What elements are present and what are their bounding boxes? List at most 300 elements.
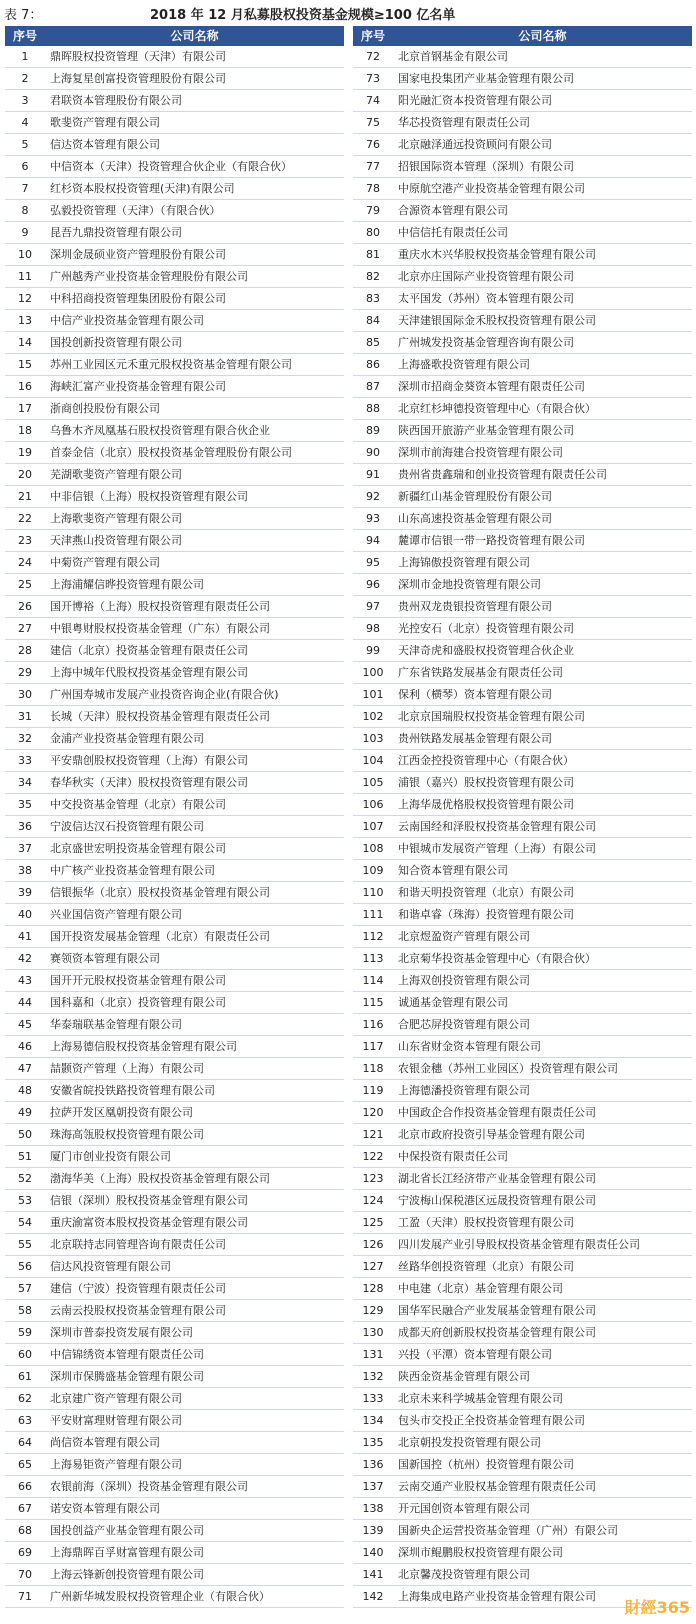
row-company-name: 上海易钜资产管理有限公司 [50, 1458, 182, 1471]
row-rank: 46 [18, 1040, 32, 1053]
row-rank: 63 [18, 1414, 32, 1427]
row-company-name: 尚信资本管理有限公司 [50, 1436, 160, 1449]
row-rank: 27 [18, 622, 32, 635]
table-row [353, 1080, 692, 1102]
row-rank: 16 [18, 380, 32, 393]
table-row [5, 46, 344, 68]
row-company-name: 中银粤财股权投资基金管理（广东）有限公司 [50, 622, 270, 635]
row-rank: 11 [18, 270, 32, 283]
row-company-name: 合肥芯屏投资管理有限公司 [398, 1018, 530, 1031]
row-rank: 122 [362, 1150, 384, 1163]
row-rank: 61 [18, 1370, 32, 1383]
row-rank: 15 [18, 358, 32, 371]
row-rank: 88 [366, 402, 380, 415]
row-company-name: 喆颢资产管理（上海）有限公司 [50, 1062, 204, 1075]
table-row [5, 948, 344, 970]
row-company-name: 乌鲁木齐凤凰基石股权投资管理有限合伙企业 [50, 424, 270, 437]
row-rank: 44 [18, 996, 32, 1009]
row-rank: 65 [18, 1458, 32, 1471]
row-company-name: 广东省铁路发展基金有限责任公司 [398, 666, 563, 679]
row-company-name: 山东省财金资本管理有限公司 [398, 1040, 541, 1053]
row-company-name: 春华秋实（天津）股权投资管理有限公司 [50, 776, 248, 789]
table-row [353, 640, 692, 662]
row-company-name: 宁波信达汉石投资管理有限公司 [50, 820, 204, 833]
table-row [5, 1168, 344, 1190]
row-company-name: 天津奇虎和盛股权投资管理合伙企业 [398, 644, 574, 657]
row-rank: 34 [18, 776, 32, 789]
table-row [5, 288, 344, 310]
table-row [353, 46, 692, 68]
row-company-name: 国新国控（杭州）投资管理有限公司 [398, 1458, 574, 1471]
row-rank: 80 [366, 226, 380, 239]
row-company-name: 浙商创投股份有限公司 [50, 402, 160, 415]
table-row [353, 1014, 692, 1036]
row-rank: 66 [18, 1480, 32, 1493]
row-rank: 60 [18, 1348, 32, 1361]
row-rank: 52 [18, 1172, 32, 1185]
row-company-name: 歌斐资产管理有限公司 [50, 116, 160, 129]
row-company-name: 诺安资本管理有限公司 [50, 1502, 160, 1515]
row-rank: 75 [366, 116, 380, 129]
row-rank: 54 [18, 1216, 32, 1229]
table-row [5, 442, 344, 464]
row-company-name: 太平国发（苏州）资本管理有限公司 [398, 292, 574, 305]
row-company-name: 鼎晖股权投资管理（天津）有限公司 [50, 50, 226, 63]
row-company-name: 中科招商投资管理集团股份有限公司 [50, 292, 226, 305]
row-rank: 129 [362, 1304, 384, 1317]
row-rank: 124 [362, 1194, 384, 1207]
row-rank: 40 [18, 908, 32, 921]
row-company-name: 建信（北京）投资基金管理有限责任公司 [50, 644, 248, 657]
row-company-name: 兴投（平潭）资本管理有限公司 [398, 1348, 552, 1361]
table-row [353, 1300, 692, 1322]
table-row [353, 926, 692, 948]
table-row [353, 486, 692, 508]
row-company-name: 招银国际资本管理（深圳）有限公司 [398, 160, 574, 173]
row-company-name: 上海锦傲投资管理有限公司 [398, 556, 530, 569]
row-company-name: 北京红杉坤德投资管理中心（有限合伙） [398, 402, 596, 415]
table-row [5, 332, 344, 354]
row-rank: 141 [362, 1568, 384, 1581]
row-rank: 26 [18, 600, 32, 613]
row-company-name: 北京未来科学城基金管理有限公司 [398, 1392, 563, 1405]
row-company-name: 和谐天明投资管理（北京）有限公司 [398, 886, 574, 899]
row-rank: 103 [362, 732, 384, 745]
table-row [5, 222, 344, 244]
row-rank: 23 [18, 534, 32, 547]
row-rank: 102 [362, 710, 384, 723]
table-row [353, 1036, 692, 1058]
row-company-name: 贵州铁路发展基金管理有限公司 [398, 732, 552, 745]
row-company-name: 天津建银国际金禾股权投资管理有限公司 [398, 314, 596, 327]
row-company-name: 信达资本管理有限公司 [50, 138, 160, 151]
table-row [353, 1256, 692, 1278]
table-row [5, 926, 344, 948]
right-table [353, 26, 692, 1608]
row-rank: 117 [362, 1040, 384, 1053]
row-company-name: 深圳市金地投资管理有限公司 [398, 578, 541, 591]
table-header [5, 26, 344, 46]
row-company-name: 海峡汇富产业投资基金管理有限公司 [50, 380, 226, 393]
row-company-name: 弘毅投资管理（天津）（有限合伙） [50, 204, 221, 217]
row-rank: 138 [362, 1502, 384, 1515]
left-rows [5, 46, 344, 1608]
table-row [5, 134, 344, 156]
row-rank: 31 [18, 710, 32, 723]
table-row [353, 222, 692, 244]
row-rank: 79 [366, 204, 380, 217]
table-row [5, 1080, 344, 1102]
row-company-name: 国华军民融合产业发展基金管理有限公司 [398, 1304, 596, 1317]
row-rank: 3 [21, 94, 29, 107]
table-row [5, 1124, 344, 1146]
table-row [5, 750, 344, 772]
table-row [5, 706, 344, 728]
table-row [5, 1388, 344, 1410]
row-company-name: 中电建（北京）基金管理有限公司 [398, 1282, 563, 1295]
row-rank: 5 [21, 138, 29, 151]
row-rank: 14 [18, 336, 32, 349]
table-row [5, 376, 344, 398]
row-company-name: 陕西金资基金管理有限公司 [398, 1370, 530, 1383]
title-bar [0, 0, 696, 24]
table-row [353, 288, 692, 310]
row-rank: 58 [18, 1304, 32, 1317]
table-row [353, 156, 692, 178]
row-rank: 139 [362, 1524, 384, 1537]
row-rank: 50 [18, 1128, 32, 1141]
table-row [353, 1234, 692, 1256]
table-row [5, 574, 344, 596]
table-row [5, 640, 344, 662]
row-company-name: 上海云锋新创投资管理有限公司 [50, 1568, 204, 1581]
table-row [5, 1564, 344, 1586]
table-row [353, 112, 692, 134]
row-company-name: 苏州工业园区元禾重元股权投资基金管理有限公司 [50, 358, 292, 371]
row-rank: 104 [362, 754, 384, 767]
row-company-name: 北京建广资产管理有限公司 [50, 1392, 182, 1405]
row-rank: 73 [366, 72, 380, 85]
table-row [353, 464, 692, 486]
row-company-name: 深圳市前海建合投资管理有限公司 [398, 446, 563, 459]
row-company-name: 深圳金晟硕业资产管理股份有限公司 [50, 248, 226, 261]
row-company-name: 赛领资本管理有限公司 [50, 952, 160, 965]
row-company-name: 北京朝投发投资管理有限公司 [398, 1436, 541, 1449]
row-rank: 105 [362, 776, 384, 789]
row-company-name: 中交投资基金管理（北京）有限公司 [50, 798, 226, 811]
row-rank: 72 [366, 50, 380, 63]
table-row [5, 1322, 344, 1344]
table-row [353, 706, 692, 728]
table-row [5, 310, 344, 332]
row-company-name: 中信信托有限责任公司 [398, 226, 508, 239]
row-rank: 19 [18, 446, 32, 459]
row-company-name: 深圳市保腾盛基金管理有限公司 [50, 1370, 204, 1383]
row-rank: 94 [366, 534, 380, 547]
table-row [5, 1036, 344, 1058]
row-rank: 119 [362, 1084, 384, 1097]
row-rank: 112 [362, 930, 384, 943]
row-company-name: 重庆渝富资本股权投资基金管理有限公司 [50, 1216, 248, 1229]
table-row [5, 178, 344, 200]
row-rank: 2 [21, 72, 29, 85]
table-row [353, 750, 692, 772]
row-rank: 43 [18, 974, 32, 987]
row-company-name: 天津燕山投资管理有限公司 [50, 534, 182, 547]
row-rank: 130 [362, 1326, 384, 1339]
row-company-name: 中原航空港产业投资基金管理有限公司 [398, 182, 585, 195]
table-row [353, 1520, 692, 1542]
table-row [353, 1190, 692, 1212]
row-rank: 126 [362, 1238, 384, 1251]
left-table [5, 26, 344, 1608]
table-row [353, 970, 692, 992]
row-company-name: 贵州省贵鑫瑞和创业投资管理有限责任公司 [398, 468, 607, 481]
table-row [5, 112, 344, 134]
table-row [353, 992, 692, 1014]
table-row [5, 1146, 344, 1168]
table-row [353, 1366, 692, 1388]
row-company-name: 中信产业投资基金管理有限公司 [50, 314, 204, 327]
table-row [5, 200, 344, 222]
table-row [5, 816, 344, 838]
row-rank: 128 [362, 1282, 384, 1295]
table-row [353, 1388, 692, 1410]
table-row [353, 244, 692, 266]
row-company-name: 包头市交投正全投资基金管理有限公司 [398, 1414, 585, 1427]
row-rank: 53 [18, 1194, 32, 1207]
row-company-name: 国家电投集团产业基金管理有限公司 [398, 72, 574, 85]
row-company-name: 深圳市鲲鹏股权投资管理有限公司 [398, 1546, 563, 1559]
row-company-name: 上海鼎晖百孚财富管理有限公司 [50, 1546, 204, 1559]
row-rank: 10 [18, 248, 32, 261]
row-company-name: 中菊资产管理有限公司 [50, 556, 160, 569]
table-row [353, 1168, 692, 1190]
row-company-name: 合源资本管理有限公司 [398, 204, 508, 217]
row-rank: 18 [18, 424, 32, 437]
row-rank: 6 [21, 160, 29, 173]
table-row [5, 552, 344, 574]
row-rank: 97 [366, 600, 380, 613]
table-row [353, 1322, 692, 1344]
row-company-name: 渤海华美（上海）股权投资基金管理有限公司 [50, 1172, 270, 1185]
row-company-name: 成都天府创新股权投资基金管理有限公司 [398, 1326, 596, 1339]
row-rank: 77 [366, 160, 380, 173]
table-row [353, 1564, 692, 1586]
table-row [5, 266, 344, 288]
table-row [353, 1454, 692, 1476]
table-row [353, 508, 692, 530]
table-row [353, 398, 692, 420]
row-company-name: 君联资本管理股份有限公司 [50, 94, 182, 107]
row-rank: 90 [366, 446, 380, 459]
header-company-name: 公司名称 [170, 29, 219, 43]
row-rank: 110 [362, 886, 384, 899]
row-rank: 32 [18, 732, 32, 745]
table-row [353, 1212, 692, 1234]
table-row [5, 1278, 344, 1300]
row-rank: 132 [362, 1370, 384, 1383]
row-company-name: 麓谭市信银一带一路投资管理有限公司 [398, 534, 585, 547]
row-company-name: 上海集成电路产业投资基金管理有限公司 [398, 1590, 596, 1603]
row-company-name: 阳光融汇资本投资管理有限公司 [398, 94, 552, 107]
table-row [353, 838, 692, 860]
row-rank: 28 [18, 644, 32, 657]
table-row [353, 1278, 692, 1300]
row-company-name: 北京煜盈资产管理有限公司 [398, 930, 530, 943]
table-row [353, 1124, 692, 1146]
table-row [5, 354, 344, 376]
row-rank: 12 [18, 292, 32, 305]
table-row [353, 1432, 692, 1454]
row-company-name: 中保投资有限责任公司 [398, 1150, 508, 1163]
row-rank: 69 [18, 1546, 32, 1559]
row-rank: 99 [366, 644, 380, 657]
row-rank: 87 [366, 380, 380, 393]
row-rank: 74 [366, 94, 380, 107]
table-row [353, 178, 692, 200]
row-company-name: 广州国寿城市发展产业投资咨询企业(有限合伙) [50, 688, 279, 701]
row-rank: 101 [362, 688, 384, 701]
table-row [353, 728, 692, 750]
row-rank: 51 [18, 1150, 32, 1163]
row-rank: 100 [362, 666, 384, 679]
row-company-name: 知合资本管理有限公司 [398, 864, 508, 877]
table-label: 表 7： [4, 8, 43, 23]
row-company-name: 上海歌斐资产管理有限公司 [50, 512, 182, 525]
row-rank: 71 [18, 1590, 32, 1603]
row-company-name: 新疆红山基金管理股份有限公司 [398, 490, 552, 503]
row-rank: 120 [362, 1106, 384, 1119]
header-rank: 序号 [360, 29, 385, 43]
row-rank: 107 [362, 820, 384, 833]
row-company-name: 和谐卓睿（珠海）投资管理有限公司 [398, 908, 574, 921]
row-company-name: 国开博裕（上海）股权投资管理有限责任公司 [50, 600, 270, 613]
row-company-name: 工盈（天津）股权投资管理有限公司 [398, 1216, 574, 1229]
row-company-name: 上海中城年代股权投资基金管理有限公司 [50, 666, 248, 679]
table-row [5, 1586, 344, 1608]
row-company-name: 保利（横琴）资本管理有限公司 [398, 688, 552, 701]
row-rank: 89 [366, 424, 380, 437]
table-row [5, 1366, 344, 1388]
row-company-name: 长城（天津）股权投资基金管理有限责任公司 [50, 710, 270, 723]
table-row [353, 662, 692, 684]
row-rank: 133 [362, 1392, 384, 1405]
row-rank: 36 [18, 820, 32, 833]
row-rank: 135 [362, 1436, 384, 1449]
row-rank: 9 [21, 226, 29, 239]
row-rank: 17 [18, 402, 32, 415]
row-company-name: 厦门市创业投资有限公司 [50, 1150, 171, 1163]
row-rank: 111 [362, 908, 384, 921]
table-row [5, 728, 344, 750]
table-row [5, 772, 344, 794]
table-row [353, 200, 692, 222]
row-company-name: 中信锦绣资本管理有限责任公司 [50, 1348, 204, 1361]
row-company-name: 云南国经和泽股权投资基金管理有限公司 [398, 820, 596, 833]
row-rank: 123 [362, 1172, 384, 1185]
table-row [353, 948, 692, 970]
row-company-name: 浦银（嘉兴）股权投资管理有限公司 [398, 776, 574, 789]
row-company-name: 开元国创资本管理有限公司 [398, 1502, 530, 1515]
table-row [5, 508, 344, 530]
table-row [5, 882, 344, 904]
row-rank: 84 [366, 314, 380, 327]
table-title: 2018 年 12 月私募股权投资基金规模≥100 亿名单 [150, 8, 456, 23]
table-row [353, 1410, 692, 1432]
row-rank: 13 [18, 314, 32, 327]
row-rank: 49 [18, 1106, 32, 1119]
table-row [353, 266, 692, 288]
table-row [5, 530, 344, 552]
table-row [353, 442, 692, 464]
table-row [353, 1498, 692, 1520]
row-company-name: 上海华晟优格股权投资管理有限公司 [398, 798, 574, 811]
table-row [5, 1234, 344, 1256]
row-company-name: 丝路华创投资管理（北京）有限公司 [398, 1260, 574, 1273]
row-company-name: 云南云投股权投资基金管理有限公司 [50, 1304, 226, 1317]
table-row [353, 816, 692, 838]
row-company-name: 深圳市普泰投资发展有限公司 [50, 1326, 193, 1339]
row-rank: 22 [18, 512, 32, 525]
row-rank: 4 [21, 116, 29, 129]
table-row [353, 860, 692, 882]
row-rank: 114 [362, 974, 384, 987]
row-company-name: 昆吾九鼎投资管理有限公司 [50, 226, 182, 239]
header-company-name: 公司名称 [518, 29, 567, 43]
row-rank: 25 [18, 578, 32, 591]
row-rank: 47 [18, 1062, 32, 1075]
table-row [353, 354, 692, 376]
row-rank: 59 [18, 1326, 32, 1339]
row-company-name: 首泰金信（北京）股权投资基金管理股份有限公司 [50, 446, 292, 459]
row-company-name: 华芯投资管理有限责任公司 [398, 116, 530, 129]
row-company-name: 中银城市发展资产管理（上海）有限公司 [398, 842, 596, 855]
row-company-name: 上海复星创富投资管理股份有限公司 [50, 72, 226, 85]
table-row [353, 794, 692, 816]
row-company-name: 广州城发投资基金管理咨询有限公司 [398, 336, 574, 349]
row-rank: 113 [362, 952, 384, 965]
row-rank: 45 [18, 1018, 32, 1031]
row-company-name: 安徽省皖投铁路投资管理有限公司 [50, 1084, 215, 1097]
row-company-name: 珠海高瓴股权投资管理有限公司 [50, 1128, 204, 1141]
row-company-name: 上海浦耀信晔投资管理有限公司 [50, 578, 204, 591]
row-company-name: 平安财富理财管理有限公司 [50, 1414, 182, 1427]
table-row [5, 1454, 344, 1476]
row-rank: 48 [18, 1084, 32, 1097]
row-rank: 125 [362, 1216, 384, 1229]
table-row [353, 420, 692, 442]
row-company-name: 北京首钢基金有限公司 [398, 50, 508, 63]
row-company-name: 上海双创投资管理有限公司 [398, 974, 530, 987]
row-rank: 37 [18, 842, 32, 855]
row-rank: 56 [18, 1260, 32, 1273]
row-company-name: 北京融泽通远投资顾问有限公司 [398, 138, 552, 151]
row-company-name: 建信（宁波）投资管理有限责任公司 [50, 1282, 226, 1295]
table-row [353, 904, 692, 926]
table-row [5, 904, 344, 926]
row-company-name: 广州越秀产业投资基金管理股份有限公司 [50, 270, 248, 283]
table-row [5, 1476, 344, 1498]
table-row [5, 244, 344, 266]
row-rank: 67 [18, 1502, 32, 1515]
table-row [353, 882, 692, 904]
row-rank: 92 [366, 490, 380, 503]
row-rank: 24 [18, 556, 32, 569]
row-company-name: 上海盛歌投资管理有限公司 [398, 358, 530, 371]
row-company-name: 北京亦庄国际产业投资管理有限公司 [398, 270, 574, 283]
row-company-name: 国开投资发展基金管理（北京）有限责任公司 [50, 930, 270, 943]
